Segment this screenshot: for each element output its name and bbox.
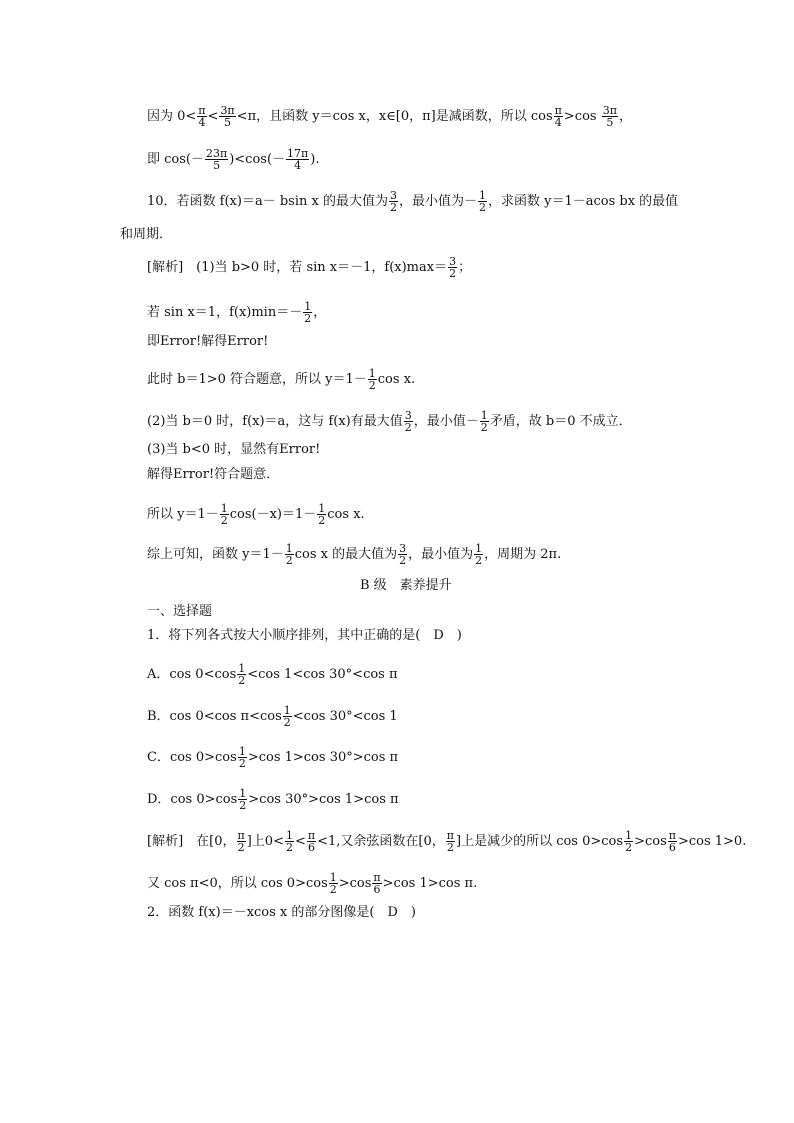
fraction-denominator: 2 xyxy=(475,554,483,567)
fraction-numerator: 3 xyxy=(399,542,407,555)
text-run: [解析] 在[0， xyxy=(147,834,236,849)
fraction-denominator: 5 xyxy=(219,116,235,128)
option-a xyxy=(147,663,398,686)
text-run: >cos xyxy=(634,834,667,849)
question-10-line-2 xyxy=(120,227,172,243)
fraction-numerator: π xyxy=(198,104,206,117)
fraction-denominator: 6 xyxy=(668,841,676,854)
analysis-line-3 xyxy=(147,334,268,350)
fraction-denominator: 4 xyxy=(554,116,562,129)
fraction-denominator: 2 xyxy=(404,421,412,434)
fraction xyxy=(317,503,326,526)
fraction-numerator: 1 xyxy=(478,189,486,202)
fraction-numerator: π xyxy=(668,829,676,842)
analysis-line-1 xyxy=(147,256,471,279)
fraction-denominator: 5 xyxy=(602,116,618,128)
analysis-line-2 xyxy=(147,301,326,324)
analysis-line-9 xyxy=(147,543,561,566)
text-run: 和周期． xyxy=(120,227,173,242)
fraction-numerator: 1 xyxy=(238,745,246,758)
fraction xyxy=(220,503,229,526)
fraction-numerator: 23π xyxy=(205,147,228,160)
text-run: >cos xyxy=(563,109,601,124)
fraction xyxy=(404,410,413,433)
fraction xyxy=(307,830,316,853)
fraction-denominator: 2 xyxy=(318,514,326,527)
text-run: <1,又余弦函数在[0， xyxy=(317,834,445,849)
fraction-denominator: 2 xyxy=(220,514,228,527)
text-run: (2)当 b＝0 时，f(x)＝a，这与 f(x)有最大值 xyxy=(147,414,403,429)
fraction-numerator: 1 xyxy=(239,787,247,800)
solution-line-1 xyxy=(147,105,632,128)
text-run: >cos 30°>cos 1>cos π xyxy=(248,792,399,807)
text-run: >cos 1>0. xyxy=(677,834,747,849)
fraction-numerator: 1 xyxy=(475,542,483,555)
fraction-numerator: 1 xyxy=(625,829,633,842)
fraction xyxy=(446,830,455,853)
fraction xyxy=(668,830,677,853)
fraction xyxy=(480,410,489,433)
text-run: 1．将下列各式按大小顺序排列，其中正确的是( D ) xyxy=(147,628,462,643)
fraction-denominator: 2 xyxy=(329,883,337,896)
fraction-numerator: 3π xyxy=(602,104,617,117)
fraction-denominator: 2 xyxy=(283,716,291,729)
text-run: 此时 b＝1>0 符合题意，所以 y＝1－ xyxy=(147,372,367,387)
text-run: ]上是减少的所以 cos 0>cos xyxy=(456,834,624,849)
text-run: B．cos 0<cos π<cos xyxy=(147,709,282,724)
fraction xyxy=(602,105,618,128)
fraction xyxy=(624,830,633,853)
fraction xyxy=(285,830,294,853)
fraction-denominator: 2 xyxy=(238,757,246,770)
option-b xyxy=(147,705,398,728)
fraction xyxy=(205,148,228,171)
fraction-numerator: 1 xyxy=(304,300,312,313)
text-run: <cos 1<cos 30°<cos π xyxy=(247,667,398,682)
analysis-line-5 xyxy=(147,410,632,433)
fraction-denominator: 2 xyxy=(446,841,454,854)
fraction xyxy=(448,256,457,279)
fraction-numerator: 1 xyxy=(285,542,293,555)
fraction-denominator: 2 xyxy=(480,421,488,434)
fraction-denominator: 6 xyxy=(308,841,315,854)
text-run: >cos 1>cos 30°>cos π xyxy=(247,750,399,765)
fraction-numerator: π xyxy=(237,829,245,842)
fraction xyxy=(389,190,398,213)
fraction-numerator: π xyxy=(373,871,381,884)
text-run: ； xyxy=(458,260,472,275)
solution-line-2 xyxy=(147,148,320,171)
subsection-heading xyxy=(147,604,212,620)
text-run: < xyxy=(207,109,219,124)
analysis-line-8 xyxy=(147,503,365,526)
fraction-denominator: 2 xyxy=(239,799,247,812)
question-1 xyxy=(147,628,462,644)
text-run: ，最小值－ xyxy=(413,414,479,429)
fraction-denominator: 2 xyxy=(389,201,397,214)
fraction xyxy=(329,872,338,895)
fraction-denominator: 2 xyxy=(238,674,246,687)
text-run: B 级 素养提升 xyxy=(360,578,452,593)
text-run: cos x. xyxy=(327,507,365,522)
text-run: 即Error!解得Error! xyxy=(147,334,269,349)
text-run: <π，且函数 y＝cos x，x∈[0，π]是减函数，所以 cos xyxy=(236,109,553,124)
fraction-numerator: 3 xyxy=(404,409,412,422)
fraction-numerator: 1 xyxy=(318,502,326,515)
fraction xyxy=(474,543,483,566)
text-run: cos(－x)＝1－ xyxy=(229,507,317,522)
fraction xyxy=(197,105,206,128)
fraction-denominator: 2 xyxy=(304,312,312,325)
text-run: 又 cos π<0，所以 cos 0>cos xyxy=(147,876,328,891)
text-run: )<cos(－ xyxy=(229,152,286,167)
text-run: ，周期为 2π. xyxy=(484,547,562,562)
text-run: 因为 0< xyxy=(147,109,197,124)
text-run: D．cos 0>cos xyxy=(147,792,238,807)
text-run: >cos 1>cos π. xyxy=(382,876,478,891)
fraction-denominator: 2 xyxy=(625,841,633,854)
text-run: ， xyxy=(313,305,327,320)
fraction xyxy=(368,368,377,391)
text-run: 即 cos(－ xyxy=(147,152,204,167)
text-run: 10．若函数 f(x)＝a－ bsin x 的最大值为 xyxy=(147,194,388,209)
text-run: C．cos 0>cos xyxy=(147,750,237,765)
text-run: >cos xyxy=(338,876,372,891)
fraction-numerator: 1 xyxy=(220,502,228,515)
fraction-denominator: 5 xyxy=(205,159,228,171)
option-c xyxy=(147,746,398,769)
fraction xyxy=(237,830,246,853)
text-run: 一、选择题 xyxy=(147,604,213,619)
text-run: ，最小值为－ xyxy=(398,194,477,209)
text-run: ]上0< xyxy=(246,834,284,849)
fraction xyxy=(285,543,294,566)
fraction-numerator: 17π xyxy=(287,147,309,160)
fraction-denominator: 4 xyxy=(286,159,309,171)
text-run: cos x. xyxy=(377,372,416,387)
text-run: 矛盾，故 b＝0 不成立． xyxy=(489,414,632,429)
text-run: (3)当 b<0 时，显然有Error! xyxy=(147,442,321,457)
analysis-line-4 xyxy=(147,368,415,391)
fraction xyxy=(286,148,309,171)
analysis-q1-line-1 xyxy=(147,830,746,853)
analysis-line-6 xyxy=(147,442,320,458)
text-run: 所以 y＝1－ xyxy=(147,507,219,522)
text-run: 若 sin x＝1，f(x)min＝－ xyxy=(147,305,303,320)
fraction-denominator: 2 xyxy=(449,267,457,280)
fraction-numerator: π xyxy=(446,829,454,842)
text-run: 2．函数 f(x)＝－xcos x 的部分图像是( D ) xyxy=(147,905,416,920)
analysis-line-7 xyxy=(147,467,279,483)
fraction-denominator: 2 xyxy=(285,841,293,854)
fraction-numerator: π xyxy=(307,829,316,842)
fraction-denominator: 6 xyxy=(373,883,381,896)
text-run: [解析] (1)当 b>0 时，若 sin x＝－1，f(x)max＝ xyxy=(147,260,448,275)
fraction xyxy=(554,105,563,128)
text-run: ，求函数 y＝1－acos bx 的最值 xyxy=(487,194,679,209)
fraction-denominator: 2 xyxy=(399,554,407,567)
question-10-line-1 xyxy=(147,190,678,213)
text-run: ). xyxy=(310,152,320,167)
fraction-numerator: 1 xyxy=(329,871,337,884)
text-run: 解得Error!符合题意． xyxy=(147,467,280,482)
question-2 xyxy=(147,905,416,921)
fraction xyxy=(398,543,407,566)
fraction-numerator: 3 xyxy=(389,189,397,202)
fraction xyxy=(372,872,381,895)
section-heading xyxy=(360,578,452,594)
fraction xyxy=(219,105,235,128)
fraction-denominator: 2 xyxy=(285,554,293,567)
fraction xyxy=(238,788,247,811)
fraction xyxy=(237,663,246,686)
fraction-denominator: 2 xyxy=(368,379,376,392)
fraction-numerator: 1 xyxy=(480,409,488,422)
text-run: < xyxy=(294,834,306,849)
text-run: 综上可知，函数 y＝1－ xyxy=(147,547,284,562)
fraction-numerator: 1 xyxy=(368,367,376,380)
fraction xyxy=(283,705,292,728)
analysis-q1-line-2 xyxy=(147,872,477,895)
fraction-denominator: 2 xyxy=(237,841,245,854)
fraction-numerator: 1 xyxy=(285,829,293,842)
fraction-numerator: π xyxy=(554,104,562,117)
fraction xyxy=(478,190,487,213)
text-run: <cos 30°<cos 1 xyxy=(292,709,398,724)
fraction-denominator: 2 xyxy=(478,201,486,214)
fraction-numerator: 1 xyxy=(283,704,291,717)
fraction-numerator: 3 xyxy=(449,255,457,268)
fraction-denominator: 4 xyxy=(198,116,206,129)
text-run: A．cos 0<cos xyxy=(147,667,237,682)
fraction-numerator: 3π xyxy=(220,104,235,117)
fraction-numerator: 1 xyxy=(238,662,246,675)
text-run: ， xyxy=(618,109,632,124)
fraction xyxy=(303,301,312,324)
text-run: cos x 的最大值为 xyxy=(294,547,398,562)
text-run: ，最小值为 xyxy=(408,547,474,562)
fraction xyxy=(238,746,247,769)
option-d xyxy=(147,788,399,811)
